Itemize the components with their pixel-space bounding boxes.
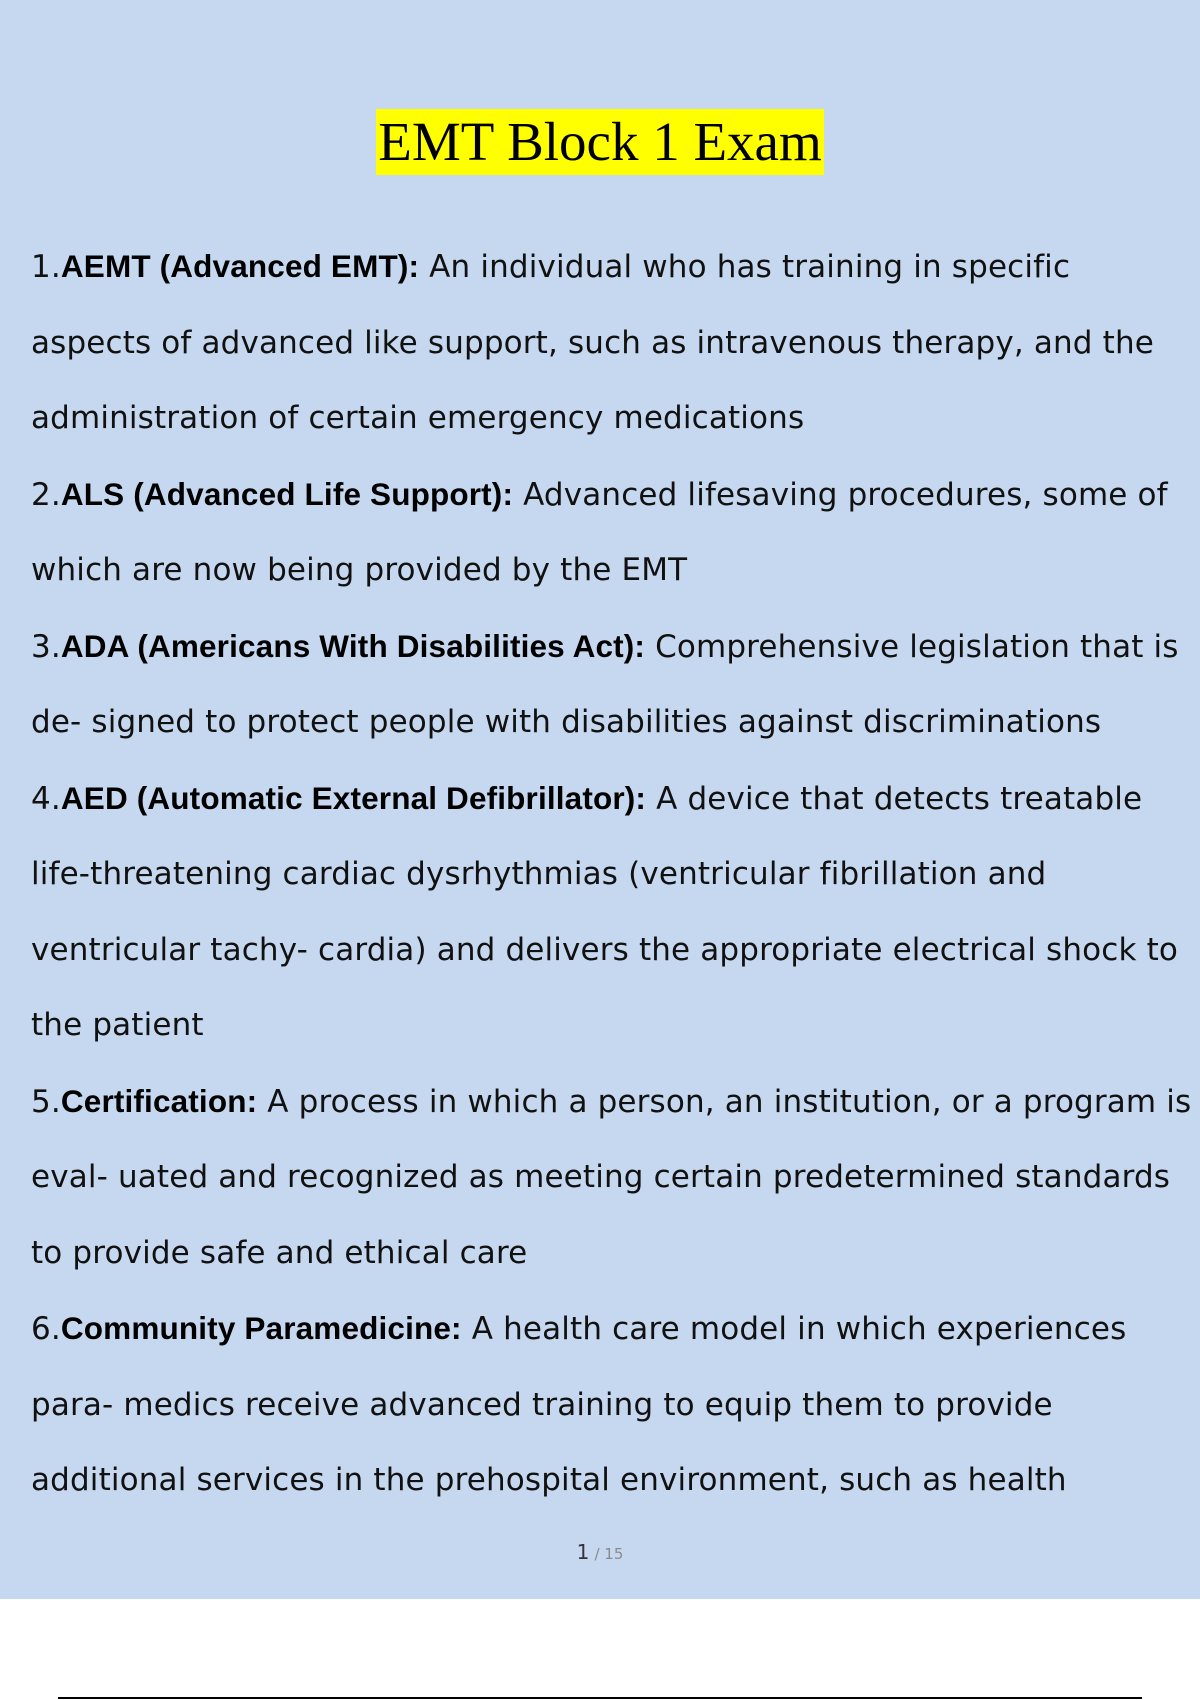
current-page-number: 1 [576,1540,590,1564]
entry-number: 1. [31,249,61,285]
total-pages: / 15 [594,1545,624,1563]
entry-term: AEMT (Advanced EMT): [60,248,420,284]
entry-definition: A process in which a person, an institution, or a program is eval- uated and recognized as meeting certain predetermined standards to provide safe and ethical care [31,1083,1192,1271]
title-wrapper [0,109,1200,175]
document-title: EMT Block 1 Exam [376,109,824,175]
entry-number: 5. [31,1083,61,1120]
entry-definition: A device that detects treatable life-threatening cardiac dysrhythmias (ventricular fibrillation and ventricular tachy- cardia) and delivers the appropriate electrical shock to the patient [31,780,1178,1043]
glossary-entry [31,1291,1197,1519]
entry-term: AED (Automatic External Defibrillator): [60,779,647,816]
entry-number: 4. [31,780,61,817]
entry-number: 6. [31,1311,61,1347]
glossary-list [31,229,1197,1519]
entry-term: Community Paramedicine: [60,1310,462,1346]
entry-definition: An individual who has training in specific aspects of advanced like support, such as intravenous therapy, and the administration of certain emergency medications [31,249,1154,436]
entry-term: Certification: [60,1082,258,1119]
entry-number: 2. [31,476,61,513]
entry-number: 3. [31,628,61,665]
entry-term: ALS (Advanced Life Support): [60,475,514,512]
entry-definition: Comprehensive legislation that is de- signed to protect people with disabilities against discriminations [31,628,1179,740]
glossary-entry [31,229,1197,457]
glossary-entry [31,761,1197,1064]
glossary-entry [31,609,1197,761]
entry-term: ADA (Americans With Disabilities Act): [60,627,646,664]
page-indicator [0,1540,1200,1564]
glossary-entry [31,457,1197,609]
glossary-entry [31,1064,1197,1292]
entry-definition: Advanced lifesaving procedures, some of which are now being provided by the EMT [31,476,1168,588]
entry-definition: A health care model in which experiences para- medics receive advanced training to equip them to provide additional services in the prehospital environment, such as health [31,1311,1127,1498]
page-divider [58,1697,1142,1699]
